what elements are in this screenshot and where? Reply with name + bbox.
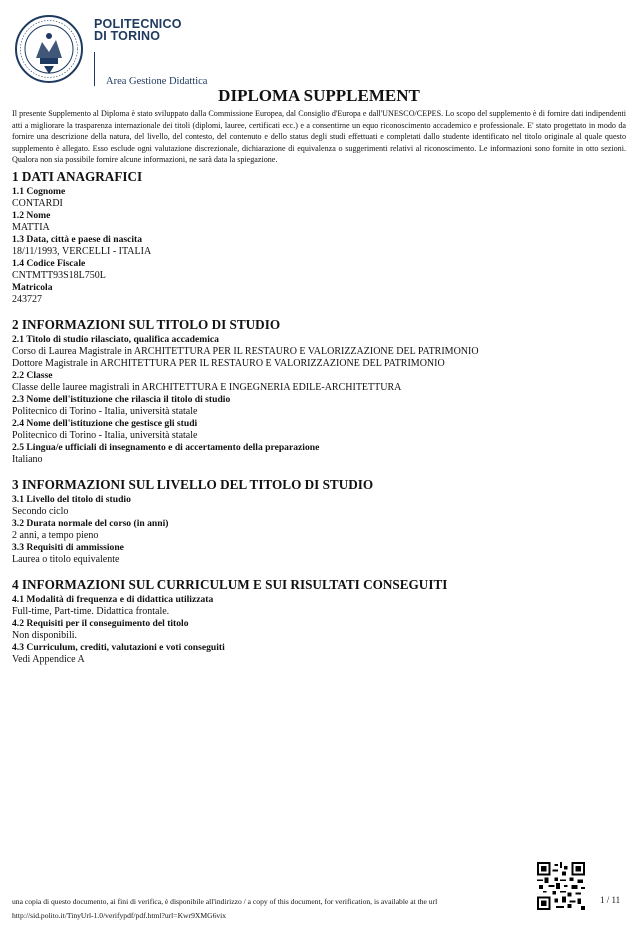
university-name-line2: DI TORINO bbox=[94, 29, 161, 43]
field-label: 3.1 Livello del titolo di studio bbox=[12, 494, 131, 505]
field-label: 2.4 Nome dell'istituzione che gestisce gli studi bbox=[12, 418, 198, 429]
area-name: Area Gestione Didattica bbox=[106, 76, 208, 87]
qr-code-icon[interactable] bbox=[537, 862, 585, 910]
document-body bbox=[12, 169, 626, 666]
section-gap bbox=[12, 306, 626, 317]
field-value: Non disponibili. bbox=[12, 630, 78, 641]
field-value: Laurea o titolo equivalente bbox=[12, 554, 120, 565]
field-value: 243727 bbox=[12, 294, 42, 305]
field-value: CONTARDI bbox=[12, 198, 63, 209]
section-heading: 1 DATI ANAGRAFICI bbox=[12, 169, 143, 184]
intro-paragraph: Il presente Supplemento al Diploma è stato sviluppato dalla Commissione Europea, dal Consiglio d'Europa e dall'UNESCO/CEPES. Lo scopo del supplemento è di fornire dati indipendenti atti a migliorare la trasparenza internazionale dei titoli (diplomi, lauree, certificati ecc.) e a consentirne un equo riconoscimento accademico e professionale. E' stato progettato in modo da fornire una descrizione della natura, del livello, del contesto, del contenuto e dello status degli studi effettuati e completati dallo studente identificato nel titolo originale al quale questo supplemento è allegato. Esso esclude ogni valutazione discrezionale, dichiarazione di equivalenza o suggerimenti relativi al riconoscimento. Le informazioni sono fornite in otto sezioni. Qualora non sia possibile fornire alcune informazioni, ne sarà data la spiegazione. bbox=[12, 109, 626, 165]
field-label: 1.1 Cognome bbox=[12, 186, 66, 197]
footer-verification-text: una copia di questo documento, ai fini di verifica, è disponibile all'indirizzo / a copy of this document, for verification, is available at the url bbox=[12, 897, 438, 906]
section-gap bbox=[12, 566, 626, 577]
field-label: 1.4 Codice Fiscale bbox=[12, 258, 86, 269]
field-value: Vedi Appendice A bbox=[12, 654, 85, 665]
footer bbox=[12, 895, 532, 923]
field-value: Dottore Magistrale in ARCHITETTURA PER IL RESTAURO E VALORIZZAZIONE DEL PATRIMONIO bbox=[12, 358, 445, 369]
university-name-line1: POLITECNICO bbox=[94, 17, 182, 31]
field-value: Corso di Laurea Magistrale in ARCHITETTURA PER IL RESTAURO E VALORIZZAZIONE DEL PATRIMONIO bbox=[12, 346, 479, 357]
field-value: 2 anni, a tempo pieno bbox=[12, 530, 99, 541]
field-value: Full-time, Part-time. Didattica frontale. bbox=[12, 606, 170, 617]
section-heading: 2 INFORMAZIONI SUL TITOLO DI STUDIO bbox=[12, 317, 281, 332]
field-label: 3.3 Requisiti di ammissione bbox=[12, 542, 124, 553]
field-label: 4.3 Curriculum, crediti, valutazioni e voti conseguiti bbox=[12, 642, 225, 653]
field-label: 4.2 Requisiti per il conseguimento del titolo bbox=[12, 618, 189, 629]
section-heading: 4 INFORMAZIONI SUL CURRICULUM E SUI RISULTATI CONSEGUITI bbox=[12, 577, 448, 592]
section-heading: 3 INFORMAZIONI SUL LIVELLO DEL TITOLO DI STUDIO bbox=[12, 477, 374, 492]
field-label: 3.2 Durata normale del corso (in anni) bbox=[12, 518, 169, 529]
page-number: 1 / 11 bbox=[600, 895, 621, 905]
field-label: 4.1 Modalità di frequenza e di didattica utilizzata bbox=[12, 594, 214, 605]
header bbox=[14, 14, 314, 87]
field-label: 2.3 Nome dell'istituzione che rilascia il titolo di studio bbox=[12, 394, 231, 405]
section-gap bbox=[12, 466, 626, 477]
field-value: Secondo ciclo bbox=[12, 506, 69, 517]
field-label: Matricola bbox=[12, 282, 53, 293]
field-label: 1.2 Nome bbox=[12, 210, 51, 221]
field-label: 1.3 Data, città e paese di nascita bbox=[12, 234, 143, 245]
university-seal-icon bbox=[14, 14, 84, 84]
field-value: Classe delle lauree magistrali in ARCHITETTURA E INGEGNERIA EDILE-ARCHITETTURA bbox=[12, 382, 402, 393]
field-value: Politecnico di Torino - Italia, università statale bbox=[12, 406, 198, 417]
field-label: 2.5 Lingua/e ufficiali di insegnamento e di accertamento della preparazione bbox=[12, 442, 320, 453]
field-label: 2.2 Classe bbox=[12, 370, 53, 381]
field-value: CNTMTT93S18L750L bbox=[12, 270, 106, 281]
document-title: DIPLOMA SUPPLEMENT bbox=[218, 86, 420, 105]
field-value: MATTIA bbox=[12, 222, 50, 233]
field-label: 2.1 Titolo di studio rilasciato, qualifica accademica bbox=[12, 334, 219, 345]
university-name bbox=[94, 18, 182, 42]
field-value: Italiano bbox=[12, 454, 43, 465]
header-divider bbox=[94, 52, 95, 86]
footer-verification-link[interactable]: http://sid.polito.it/TinyUrl-1.0/verifypdf/pdf.html?url=Kwr9XMG6vix bbox=[12, 911, 227, 920]
field-value: Politecnico di Torino - Italia, università statale bbox=[12, 430, 198, 441]
field-value: 18/11/1993, VERCELLI - ITALIA bbox=[12, 246, 152, 257]
